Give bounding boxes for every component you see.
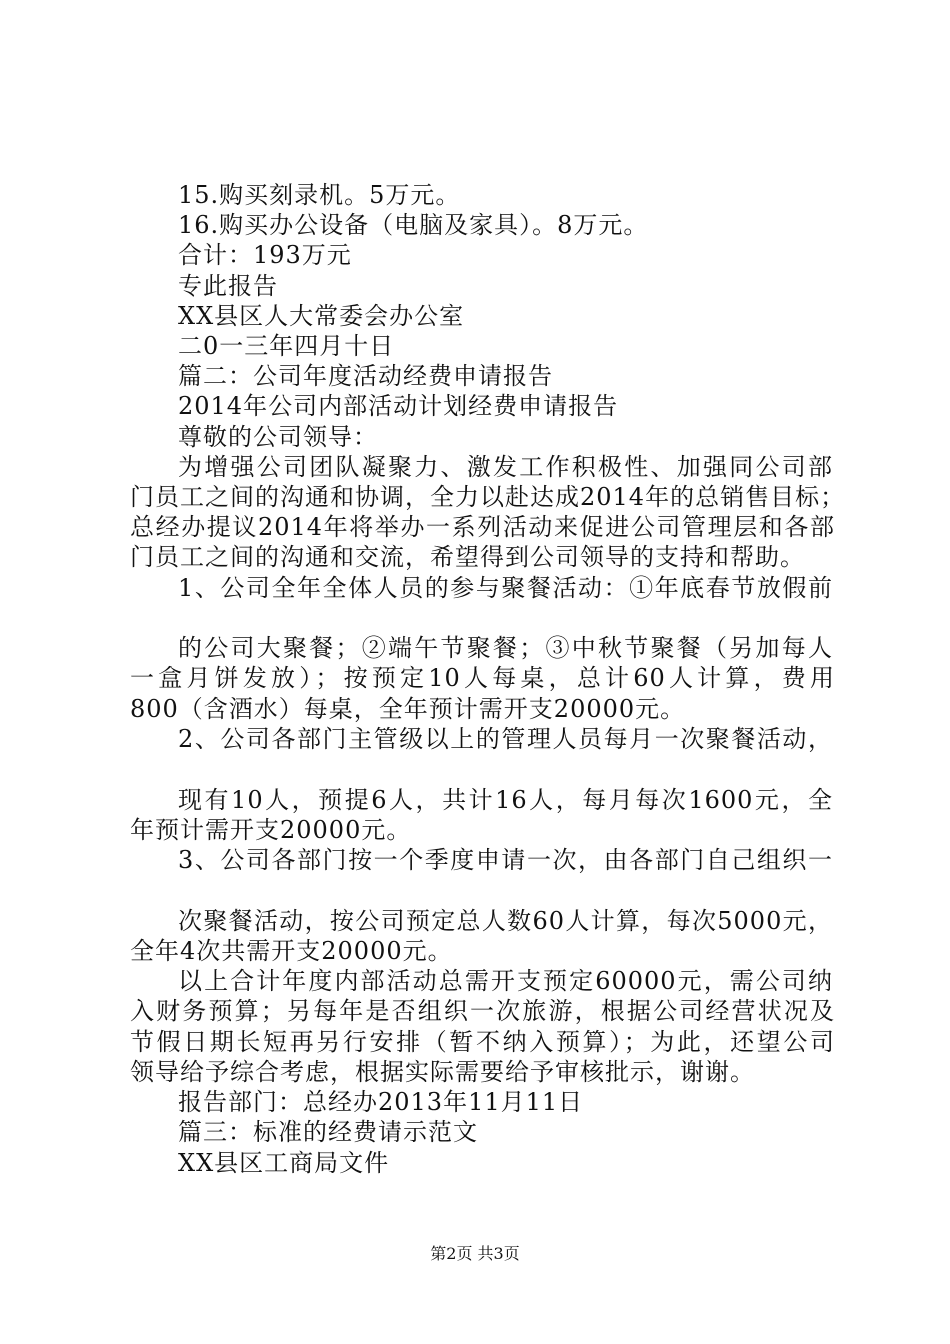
text-line: 16.购买办公设备（电脑及家具）。8万元。 [178, 211, 649, 239]
text-line: 门员工之间的沟通和交流，希望得到公司领导的支持和帮助。 [130, 543, 805, 571]
page-number-footer: 第2页 共3页 [430, 1244, 520, 1263]
text-line: 入财务预算；另每年是否组织一次旅游，根据公司经营状况及 [130, 997, 835, 1025]
section-heading: 篇二：公司年度活动经费申请报告 [178, 362, 553, 390]
salutation: 尊敬的公司领导： [178, 423, 378, 451]
signature-line: 报告部门：总经办2013年11月11日 [178, 1088, 584, 1116]
text-line: 专此报告 [178, 272, 278, 300]
text-line: 1、公司全年全体人员的参与聚餐活动：①年底春节放假前 [178, 574, 833, 602]
text-line: 次聚餐活动，按公司预定总人数60人计算，每次5000元， [178, 907, 833, 935]
text-line: 现有10人，预提6人，共计16人，每月每次1600元，全 [178, 786, 833, 814]
text-line: 节假日期长短再另行安排（暂不纳入预算）；为此，还望公司 [130, 1028, 835, 1056]
text-line: 二0一三年四月十日 [178, 332, 395, 360]
text-line: 以上合计年度内部活动总需开支预定60000元，需公司纳 [178, 967, 833, 995]
text-line: 的公司大聚餐；②端午节聚餐；③中秋节聚餐（另加每人 [178, 634, 833, 662]
text-line: XX县区工商局文件 [178, 1149, 390, 1177]
text-line: 15.购买刻录机。5万元。 [178, 181, 461, 209]
text-line: XX县区人大常委会办公室 [178, 302, 465, 330]
document-title: 2014年公司内部活动计划经费申请报告 [178, 392, 619, 420]
text-line: 全年4次共需开支20000元。 [130, 937, 453, 965]
text-line: 年预计需开支20000元。 [130, 816, 412, 844]
text-line: 2、公司各部门主管级以上的管理人员每月一次聚餐活动， [178, 725, 833, 753]
text-line: 领导给予综合考虑，根据实际需要给予审核批示，谢谢。 [130, 1058, 755, 1086]
text-line: 合计：193万元 [178, 241, 352, 269]
text-line: 为增强公司团队凝聚力、激发工作积极性、加强同公司部 [178, 453, 833, 481]
text-line: 3、公司各部门按一个季度申请一次，由各部门自己组织一 [178, 846, 833, 874]
text-line: 总经办提议2014年将举办一系列活动来促进公司管理层和各部 [130, 513, 835, 541]
section-heading: 篇三：标准的经费请示范文 [178, 1118, 478, 1146]
text-line: 800（含酒水）每桌，全年预计需开支20000元。 [130, 695, 686, 723]
text-line: 一盒月饼发放）；按预定10人每桌，总计60人计算，费用 [130, 664, 835, 692]
text-line: 门员工之间的沟通和协调，全力以赴达成2014年的总销售目标； [130, 483, 846, 511]
